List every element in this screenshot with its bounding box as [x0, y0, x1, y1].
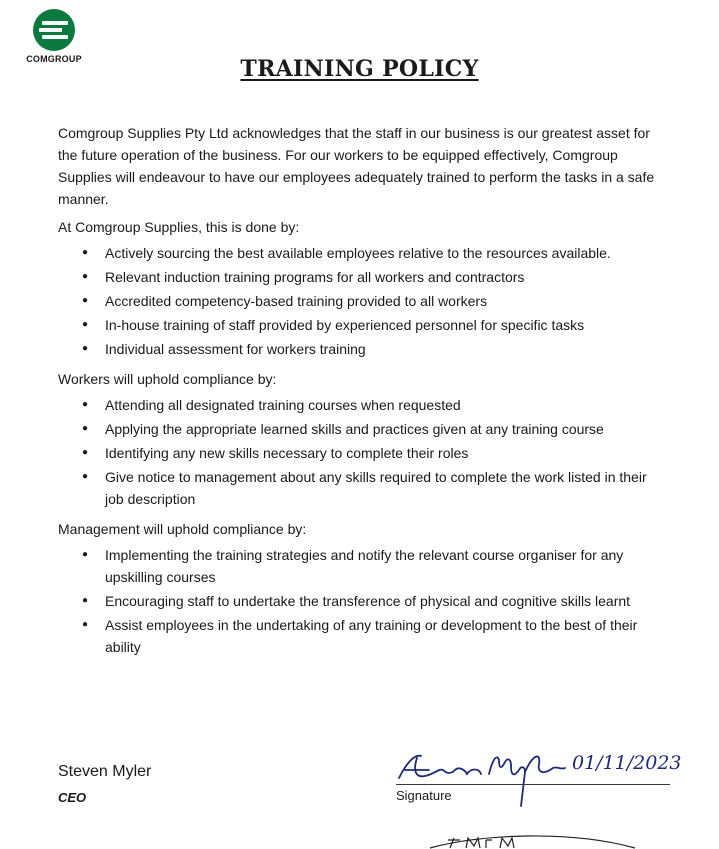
bullet-list	[58, 242, 668, 360]
list-item: ● Give notice to management about any skills required to complete the work listed in their job description	[58, 466, 668, 510]
list-item: ● Assist employees in the undertaking of any training or development to the best of their ability	[58, 614, 668, 658]
list-item: ● Actively sourcing the best available employees relative to the resources available.	[58, 242, 668, 264]
list-item: ● In-house training of staff provided by experienced personnel for specific tasks	[58, 314, 668, 336]
list-item: ● Accredited competency-based training provided to all workers	[58, 290, 668, 312]
bullet-list	[58, 544, 668, 658]
signature-date: 01/11/2023	[572, 752, 682, 774]
partial-stamp-icon	[420, 826, 640, 849]
list-item: ● Encouraging staff to undertake the transference of physical and cognitive skills learnt	[58, 590, 668, 612]
signature-line	[396, 784, 670, 785]
signatory-name: Steven Myler	[58, 763, 152, 780]
page-title: TRAINING POLICY	[240, 56, 479, 82]
policy-body	[58, 122, 668, 666]
section-lead: At Comgroup Supplies, this is done by:	[58, 219, 300, 235]
section-lead: Workers will uphold compliance by:	[58, 371, 277, 387]
list-item: ● Relevant induction training programs for all workers and contractors	[58, 266, 668, 288]
section-lead: Management will uphold compliance by:	[58, 521, 307, 537]
bullet-list	[58, 394, 668, 510]
list-item: ● Identifying any new skills necessary to complete their roles	[58, 442, 668, 464]
comgroup-logo-icon	[32, 8, 76, 52]
list-item: ● Attending all designated training courses when requested	[58, 394, 668, 416]
list-item: ● Applying the appropriate learned skills and practices given at any training course	[58, 418, 668, 440]
list-item: ● Individual assessment for workers training	[58, 338, 668, 360]
company-name: COMGROUP	[26, 54, 82, 64]
signatory-role: CEO	[58, 790, 87, 805]
intro-paragraph: Comgroup Supplies Pty Ltd acknowledges that the staff in our business is our greatest asset for the future operation of the business. For our workers to be equipped effectively, Comgroup Supplies will endeavour to have our employees adequately trained to perform the tasks in a safe manner.	[58, 125, 655, 207]
signature-label: Signature	[396, 788, 452, 803]
list-item: ● Implementing the training strategies and notify the relevant course organiser for any upskilling courses	[58, 544, 668, 588]
